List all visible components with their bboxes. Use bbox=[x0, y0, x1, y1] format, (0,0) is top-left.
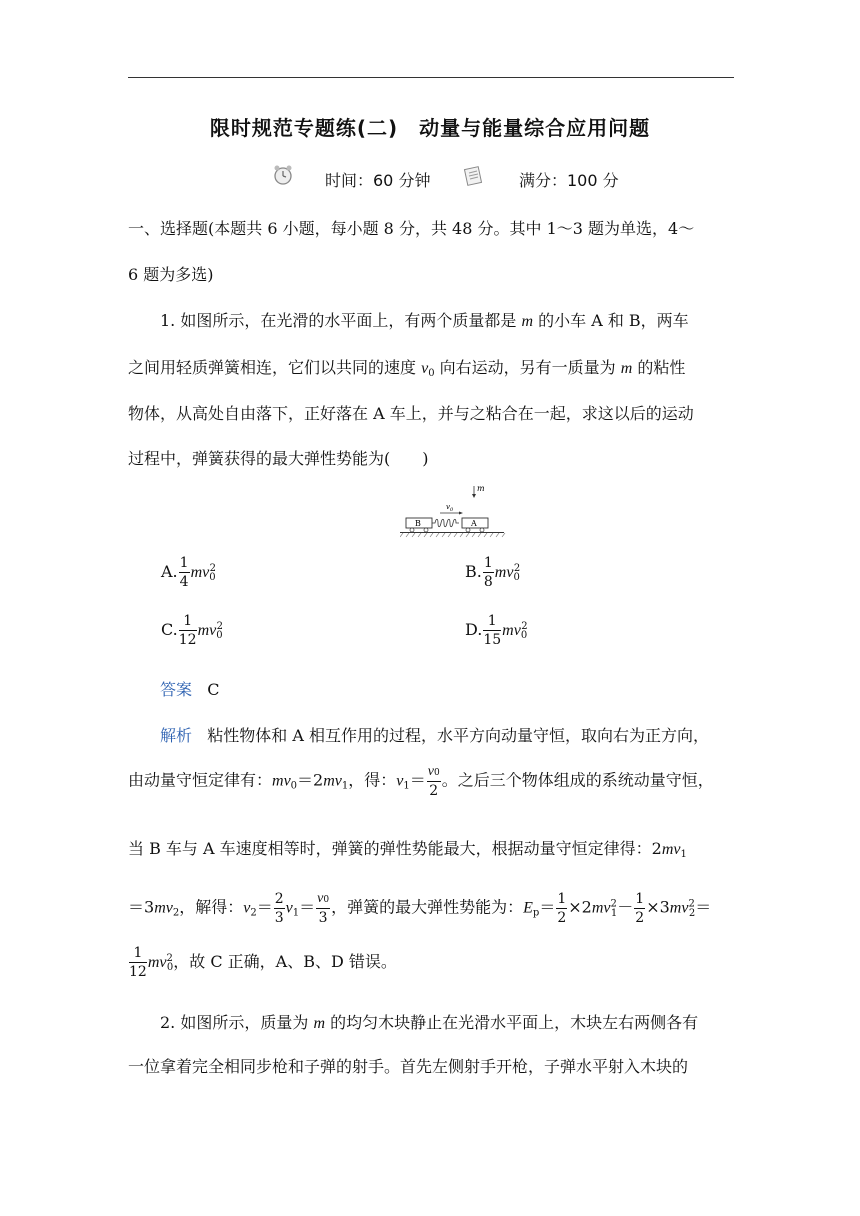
q1-option-a[interactable]: A. $\frac{1}{4}$ $mv_0^2$ bbox=[161, 555, 216, 590]
analysis-line4: $=3mv_2$，解得：$v_2=$ $\frac{2}{3}$ $v_1=$ $\frac{v0}{3}$ ，弹簧的最大弹性势能为：$E_p=$ $\frac{1}{2}$ $\times 2mv^2_1-$ $\frac{1}{2}$ $\times 3mv^2_2=$ bbox=[128, 890, 712, 926]
answer-label: 答案 bbox=[160, 680, 193, 699]
fig-label-v0: $v_0$ bbox=[446, 503, 454, 513]
analysis-line3: 当 B 车与 A 车速度相等时，弹簧的弹性势能最大，根据动量守恒定律得：$2mv_1$ bbox=[128, 839, 687, 860]
full-score: 满分：100 分 bbox=[519, 171, 619, 190]
analysis-label: 解析 bbox=[160, 726, 193, 745]
section-heading-line1: 一、选择题(本题共 6 小题，每小题 8 分，共 48 分。其中 1～3 题为单选，4～ bbox=[128, 219, 695, 238]
spring bbox=[432, 519, 459, 527]
ground-hatching bbox=[400, 533, 505, 537]
q1-option-c[interactable]: C. $\frac{1}{12}$ $mv_0^2$ bbox=[161, 613, 224, 648]
q2-line2: 一位拿着完全相同步枪和子弹的射手。首先左侧射手开枪，子弹水平射入木块的 bbox=[128, 1057, 689, 1076]
q1-option-d[interactable]: D. $\frac{1}{15}$ $mv_0^2$ bbox=[465, 613, 528, 648]
cart-a-label: A bbox=[471, 519, 477, 528]
q2-line1: 2. 如图所示，质量为 m 的均匀木块静止在光滑水平面上，木块左右两侧各有 bbox=[160, 1013, 699, 1032]
q1-option-b[interactable]: B. $\frac{1}{8}$ $mv_0^2$ bbox=[465, 555, 521, 590]
q1-line1: 1. 如图所示，在光滑的水平面上，有两个质量都是 m 的小车 A 和 B，两车 bbox=[160, 311, 689, 330]
fig-label-m: m bbox=[477, 484, 485, 493]
section-heading-line2: 6 题为多选) bbox=[128, 265, 214, 284]
answer-value: C bbox=[207, 680, 220, 699]
analysis-line2: 由动量守恒定律有：$mv_0=2mv_1$，得：$v_1=$ $\frac{v0}{2}$ 。之后三个物体组成的系统动量守恒， bbox=[128, 764, 714, 799]
q1-figure-carts-spring bbox=[400, 482, 506, 538]
header-rule bbox=[128, 77, 734, 78]
page-title: 限时规范专题练(二) 动量与能量综合应用问题 bbox=[209, 116, 651, 140]
q1-line3: 物体，从高处自由落下，正好落在 A 车上，并与之粘合在一起，求这以后的运动 bbox=[128, 404, 694, 423]
q1-line2: 之间用轻质弹簧相连，它们以共同的速度 $v_0$ 向右运动，另有一质量为 m 的粘性 bbox=[128, 358, 686, 379]
analysis-line1: 解析 粘性物体和 A 相互作用的过程，水平方向动量守恒，取向右为正方向， bbox=[160, 726, 710, 745]
analysis-line5: $\frac{1}{12}$ $mv^2_0$，故 C 正确，A、B、D 错误。 bbox=[129, 945, 397, 980]
cart-b-label: B bbox=[415, 519, 421, 528]
time-limit: 时间：60 分钟 bbox=[325, 171, 431, 190]
alarm-clock-icon bbox=[271, 163, 295, 187]
q1-answer bbox=[160, 677, 770, 700]
q1-line4: 过程中，弹簧获得的最大弹性势能为( ) bbox=[128, 449, 429, 468]
exam-paper-icon bbox=[462, 165, 486, 187]
